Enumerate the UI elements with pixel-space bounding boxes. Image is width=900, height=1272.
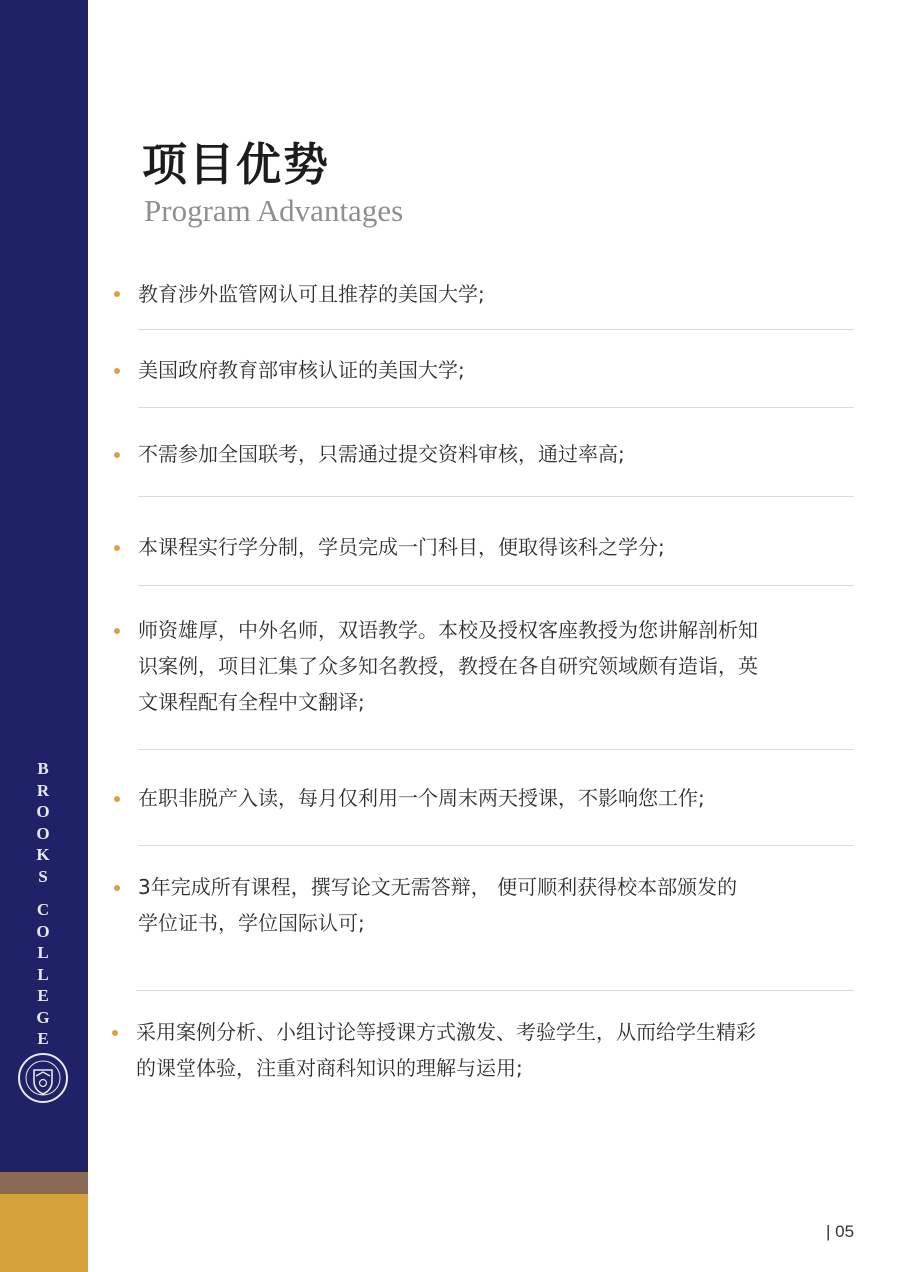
sidebar-brown-band	[0, 1172, 88, 1194]
bullet-dot	[114, 628, 120, 634]
brand-letter: O	[36, 823, 50, 843]
bullet-dot	[114, 452, 120, 458]
bullet-dot	[114, 796, 120, 802]
list-item: 在职非脱产入读，每月仅利用一个周末两天授课，不影响您工作;	[138, 786, 705, 810]
brand-letter: O	[36, 802, 50, 821]
brand-letter: L	[37, 943, 49, 962]
brand-letter: R	[36, 780, 50, 800]
list-item: 师资雄厚，中外名师，双语教学。本校及授权客座教授为您讲解剖析知 识案例，项目汇集了众多知名教授，教授在各自研究领域颇有造诣，英 文课程配有全程中文翻译;	[138, 618, 758, 714]
page-number: | 05	[826, 1222, 855, 1241]
brand-letter: G	[36, 1007, 50, 1027]
divider	[138, 496, 854, 497]
bullet-dot	[114, 291, 120, 297]
divider	[138, 329, 854, 330]
list-item: 不需参加全国联考，只需通过提交资料审核，通过率高;	[138, 442, 625, 466]
divider	[138, 585, 854, 586]
divider	[136, 990, 854, 991]
brand-vertical-text	[33, 758, 53, 1050]
bullet-dot	[114, 545, 120, 551]
brand-letter: C	[36, 900, 50, 919]
sidebar-gold-band	[0, 1194, 88, 1272]
list-item: 3年完成所有课程，撰写论文无需答辩， 便可顺利获得校本部颁发的 学位证书，学位国际认可;	[138, 875, 738, 935]
brooks-college-seal-icon	[17, 1052, 69, 1104]
divider	[138, 845, 854, 846]
page-subtitle: Program Advantages	[144, 193, 404, 228]
bullet-dot	[114, 885, 120, 891]
brand-letter: E	[37, 986, 49, 1005]
divider	[138, 749, 854, 750]
brand-letter: S	[38, 866, 48, 886]
list-item: 美国政府教育部审核认证的美国大学;	[138, 358, 465, 382]
brand-letter: L	[37, 964, 49, 984]
bullet-dot	[114, 368, 120, 374]
bullet-dot	[112, 1030, 118, 1036]
list-item: 本课程实行学分制，学员完成一门科目，便取得该科之学分;	[138, 535, 665, 559]
list-item: 教育涉外监管网认可且推荐的美国大学;	[138, 282, 485, 306]
brand-letter: B	[37, 759, 49, 778]
brand-letter: K	[36, 845, 50, 864]
list-item: 采用案例分析、小组讨论等授课方式激发、考验学生，从而给学生精彩 的课堂体验，注重对商科知识的理解与运用;	[136, 1020, 756, 1080]
brand-letter: O	[36, 921, 50, 941]
divider	[138, 407, 854, 408]
page-title: 项目优势	[142, 138, 331, 191]
brand-letter: E	[37, 1029, 49, 1048]
